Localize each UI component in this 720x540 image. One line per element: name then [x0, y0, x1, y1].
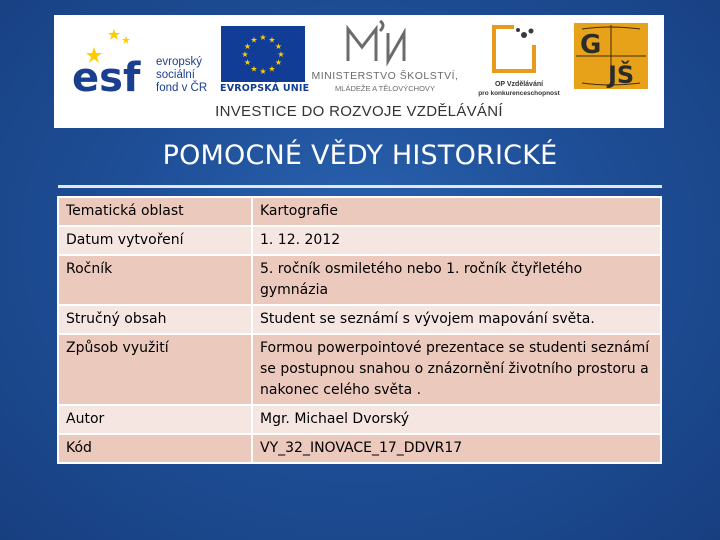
table-row [58, 334, 661, 405]
row-label: Ročník [58, 255, 252, 305]
table-row [58, 226, 661, 255]
svg-text:★: ★ [241, 50, 249, 59]
svg-text:★: ★ [250, 64, 258, 74]
row-label: Způsob využití [58, 334, 252, 405]
esf-logo [66, 21, 216, 101]
row-label: Tematická oblast [58, 197, 252, 226]
page-title: POMOCNÉ VĚDY HISTORICKÉ [162, 140, 558, 171]
esf-line-2: sociální [156, 69, 195, 81]
svg-text:G: G [580, 30, 602, 60]
row-value: Student se seznámí s vývojem mapování světa. [252, 305, 661, 334]
msmt-logo [310, 19, 460, 101]
table-row [58, 255, 661, 305]
svg-text:★: ★ [277, 50, 285, 59]
svg-text:★: ★ [259, 67, 267, 76]
row-value: Mgr. Michael Dvorský [252, 405, 661, 434]
svg-text:★: ★ [268, 35, 276, 45]
svg-text:★: ★ [243, 58, 252, 67]
opvk-line-1: OP Vzdělávání [494, 81, 544, 88]
svg-text:★: ★ [274, 42, 283, 51]
row-label: Datum vytvoření [58, 226, 252, 255]
row-value: Formou powerpointové prezentace se studenti seznámí se postupnou snahou o znázornění životního prostoru a nakonec celého světa . [252, 334, 661, 405]
banner-tagline: INVESTICE DO ROZVOJE VZDĚLÁVÁNÍ [215, 103, 503, 120]
eu-caption: EVROPSKÁ UNIE [220, 83, 310, 94]
title-divider [58, 185, 662, 188]
svg-text:★: ★ [243, 42, 252, 51]
row-value: 5. ročník osmiletého nebo 1. ročník čtyřletého gymnázia [252, 255, 661, 305]
esf-line-1: evropský [156, 56, 203, 68]
gjs-logo [572, 21, 650, 91]
esf-logo-text: esf [72, 55, 141, 101]
table-row [58, 434, 661, 463]
svg-text:★: ★ [259, 33, 267, 42]
svg-text:★: ★ [274, 58, 283, 67]
row-label: Stručný obsah [58, 305, 252, 334]
esf-line-3: fond v ČR [156, 82, 208, 94]
table-row [58, 197, 661, 226]
eu-flag-icon [221, 26, 305, 82]
svg-text:★: ★ [268, 64, 276, 74]
row-label: Autor [58, 405, 252, 434]
opvk-line-2: pro konkurenceschopnost [478, 90, 560, 97]
svg-text:JŠ: JŠ [608, 61, 635, 89]
opvk-logo [474, 17, 564, 103]
logo-banner [54, 15, 664, 128]
metadata-table [57, 196, 662, 464]
row-value: VY_32_INOVACE_17_DDVR17 [252, 434, 661, 463]
msmt-line-1: MINISTERSTVO ŠKOLSTVÍ, [311, 70, 459, 82]
row-value: 1. 12. 2012 [252, 226, 661, 255]
row-value: Kartografie [252, 197, 661, 226]
svg-text:★: ★ [250, 35, 258, 45]
row-label: Kód [58, 434, 252, 463]
table-row [58, 405, 661, 434]
msmt-line-2: MLÁDEŽE A TĚLOVÝCHOVY [335, 84, 435, 93]
table-row [58, 305, 661, 334]
